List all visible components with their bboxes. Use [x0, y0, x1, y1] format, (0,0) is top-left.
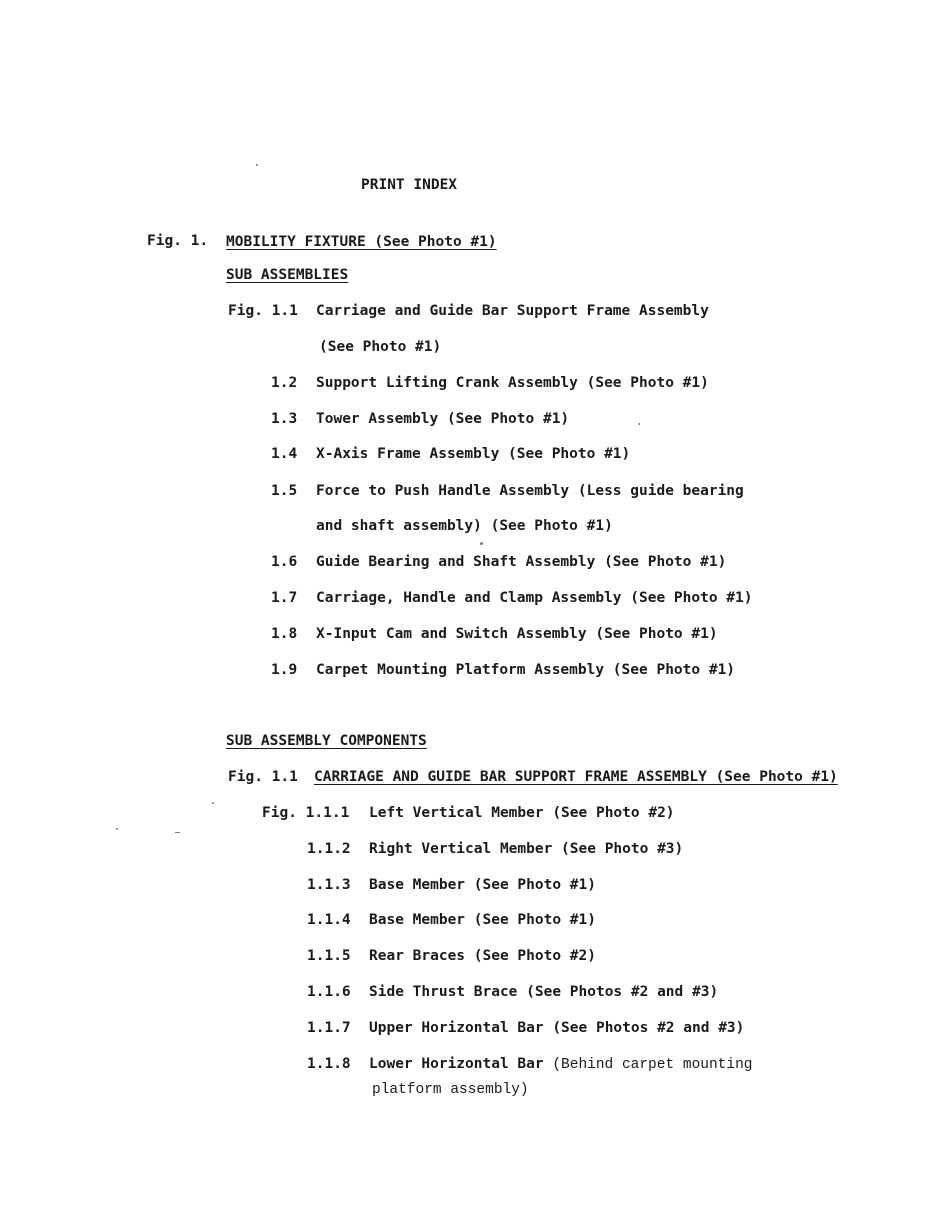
- item-number: 1.7: [271, 590, 298, 606]
- item-text: Support Lifting Crank Assembly (See Photo #1): [316, 375, 709, 391]
- item-number: 1.4: [271, 446, 298, 462]
- component-text: Base Member (See Photo #1): [369, 877, 596, 893]
- component-number: 1.1.2: [307, 841, 351, 857]
- component-text: Base Member (See Photo #1): [369, 912, 596, 928]
- sub-assemblies-heading: SUB ASSEMBLIES: [226, 267, 349, 283]
- scan-speck: [175, 832, 180, 833]
- fig-1-heading: MOBILITY FIXTURE (See Photo #1): [226, 234, 497, 250]
- item-text: and shaft assembly) (See Photo #1): [316, 518, 613, 534]
- fig-1-1-1-text: Left Vertical Member (See Photo #2): [369, 805, 675, 821]
- component-text-part: Lower Horizontal Bar: [369, 1056, 544, 1072]
- item-number: 1.3: [271, 411, 298, 427]
- page-title: PRINT INDEX: [361, 177, 458, 193]
- item-text: Force to Push Handle Assembly (Less guide bearing: [316, 483, 744, 499]
- component-text: Upper Horizontal Bar (See Photos #2 and #3): [369, 1020, 745, 1036]
- item-number: 1.6: [271, 554, 298, 570]
- component-text: Rear Braces (See Photo #2): [369, 948, 596, 964]
- component-text: Right Vertical Member (See Photo #3): [369, 841, 684, 857]
- component-number: 1.1.8: [307, 1056, 351, 1072]
- component-number: 1.1.3: [307, 877, 351, 893]
- fig-1-1-continuation: (See Photo #1): [319, 339, 442, 355]
- item-text: Tower Assembly (See Photo #1): [316, 411, 570, 427]
- component-number: 1.1.7: [307, 1020, 351, 1036]
- component-text-continuation: platform assembly): [372, 1082, 529, 1098]
- fig-1-1-text: Carriage and Guide Bar Support Frame Assembly: [316, 303, 709, 319]
- comp-fig-1-1-heading: CARRIAGE AND GUIDE BAR SUPPORT FRAME ASSEMBLY (See Photo #1): [314, 769, 838, 785]
- item-number: 1.5: [271, 483, 298, 499]
- component-number: 1.1.4: [307, 912, 351, 928]
- component-number: 1.1.6: [307, 984, 351, 1000]
- fig-1-1-label: Fig. 1.1: [228, 303, 298, 319]
- item-text: Carpet Mounting Platform Assembly (See Photo #1): [316, 662, 736, 678]
- item-text: Carriage, Handle and Clamp Assembly (See Photo #1): [316, 590, 753, 606]
- item-text: X-Axis Frame Assembly (See Photo #1): [316, 446, 631, 462]
- scan-speck: [116, 828, 118, 830]
- item-text: X-Input Cam and Switch Assembly (See Photo #1): [316, 626, 718, 642]
- component-text: Side Thrust Brace (See Photos #2 and #3): [369, 984, 719, 1000]
- scan-speck: [212, 802, 214, 804]
- component-text-note: (Behind carpet mounting: [552, 1057, 753, 1073]
- comp-fig-1-1-label: Fig. 1.1: [228, 769, 298, 785]
- fig-1-label: Fig. 1.: [147, 233, 209, 249]
- component-number: 1.1.5: [307, 948, 351, 964]
- components-heading: SUB ASSEMBLY COMPONENTS: [226, 733, 427, 749]
- scan-speck: [256, 164, 258, 166]
- item-text: Guide Bearing and Shaft Assembly (See Photo #1): [316, 554, 727, 570]
- scan-speck: [638, 423, 640, 425]
- item-number: 1.8: [271, 626, 298, 642]
- component-text: [369, 1055, 752, 1074]
- item-number: 1.2: [271, 375, 298, 391]
- item-number: 1.9: [271, 662, 298, 678]
- fig-1-1-1-label: Fig. 1.1.1: [262, 805, 350, 821]
- scan-speck: [480, 542, 483, 545]
